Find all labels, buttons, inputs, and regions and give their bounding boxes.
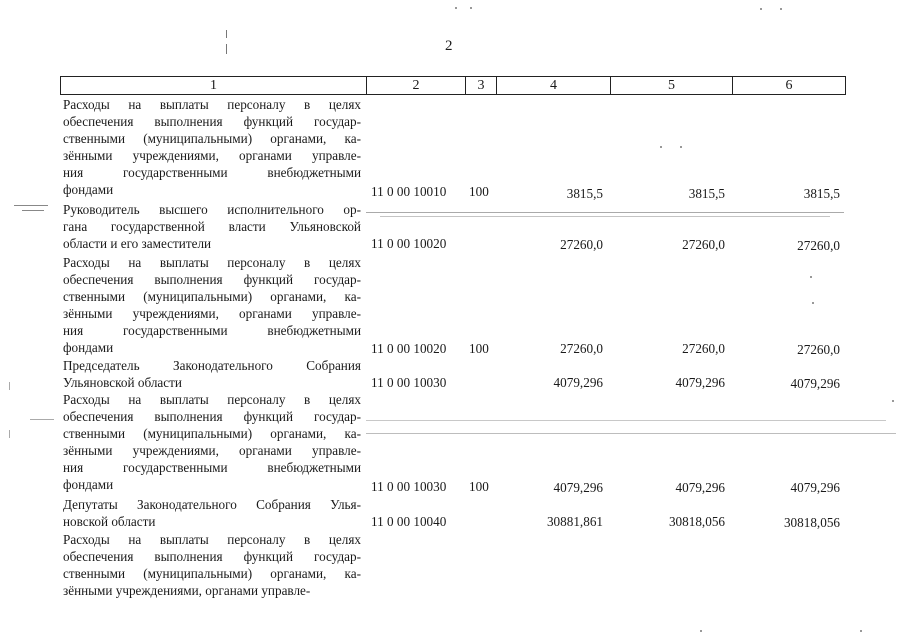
scan-mark (22, 210, 44, 211)
column-header: 2 (366, 77, 465, 94)
row-code: 11 0 00 10010 (371, 184, 447, 199)
description-line: ственными (муниципальными) органами, ка- (63, 426, 361, 441)
scan-dot (700, 630, 702, 632)
table-header (60, 76, 846, 95)
row-code: 11 0 00 10020 (371, 341, 447, 356)
scan-mark (366, 433, 896, 434)
row-vr: 100 (469, 479, 489, 494)
description-line: области и его заместители (63, 236, 212, 251)
scan-dot (760, 8, 762, 10)
scan-mark (9, 430, 10, 438)
scan-mark (226, 30, 227, 38)
row-value-6: 3815,5 (803, 186, 840, 201)
scan-dot (860, 630, 862, 632)
row-code: 11 0 00 10030 (371, 479, 447, 494)
description-line: Депутаты Законодательного Собрания Улья- (63, 497, 361, 512)
description-line: Расходы на выплаты персоналу в целях (63, 532, 361, 547)
row-value-6: 4079,296 (790, 376, 840, 391)
row-value-4: 3815,5 (566, 186, 603, 201)
description-line: ственными (муниципальными) органами, ка- (63, 131, 361, 146)
page-number: 2 (445, 38, 453, 54)
description-line: ния государственными внебюджетными (63, 323, 361, 338)
description-line: зёнными учреждениями, органами управле- (63, 583, 311, 598)
row-vr: 100 (469, 341, 489, 356)
description-line: Руководитель высшего исполнительного ор- (63, 202, 361, 217)
row-description (63, 496, 361, 530)
description-line: фондами (63, 477, 114, 492)
description-line: ния государственными внебюджетными (63, 460, 361, 475)
row-value-6: 30818,056 (783, 515, 840, 530)
row-value-5: 30818,056 (668, 514, 725, 529)
scan-mark (366, 420, 886, 421)
description-line: Расходы на выплаты персоналу в целях (63, 392, 361, 407)
description-line: Расходы на выплаты персоналу в целях (63, 97, 361, 112)
scan-mark (30, 419, 54, 420)
scan-dot (892, 400, 894, 402)
row-description (63, 391, 361, 493)
scan-dot (455, 7, 457, 9)
column-header: 5 (610, 77, 732, 94)
description-line: обеспечения выполнения функций государ- (63, 114, 361, 129)
scan-dot (660, 146, 662, 148)
scan-dot (470, 7, 472, 9)
description-line: обеспечения выполнения функций государ- (63, 549, 361, 564)
row-value-5: 4079,296 (675, 375, 725, 390)
row-code: 11 0 00 10020 (371, 236, 447, 251)
row-value-5: 4079,296 (675, 480, 725, 495)
row-value-5: 27260,0 (682, 341, 725, 356)
row-description (63, 201, 361, 252)
description-line: фондами (63, 182, 114, 197)
row-value-5: 27260,0 (682, 237, 725, 252)
scan-mark (9, 382, 10, 390)
scan-dot (780, 8, 782, 10)
scan-dot (810, 276, 812, 278)
row-value-4: 4079,296 (553, 375, 603, 390)
row-description (63, 531, 361, 599)
row-value-6: 4079,296 (790, 480, 840, 495)
row-vr: 100 (469, 184, 489, 199)
row-value-4: 30881,861 (546, 514, 603, 529)
row-value-6: 27260,0 (797, 342, 840, 357)
scan-dot (680, 146, 682, 148)
description-line: зёнными учреждениями, органами управле- (63, 443, 361, 458)
description-line: Расходы на выплаты персоналу в целях (63, 255, 361, 270)
description-line: Председатель Законодательного Собрания (63, 358, 361, 373)
row-value-6: 27260,0 (797, 238, 840, 253)
column-header: 1 (210, 78, 217, 93)
row-code: 11 0 00 10040 (371, 514, 447, 529)
row-description (63, 254, 361, 356)
row-value-4: 27260,0 (560, 341, 603, 356)
description-line: фондами (63, 340, 114, 355)
scan-mark (380, 216, 830, 217)
column-header: 6 (732, 77, 845, 94)
description-line: ственными (муниципальными) органами, ка- (63, 566, 361, 581)
row-value-4: 27260,0 (560, 237, 603, 252)
row-value-4: 4079,296 (553, 480, 603, 495)
column-header: 4 (496, 77, 610, 94)
row-description (63, 96, 361, 198)
scan-mark (366, 212, 844, 213)
description-line: Ульяновской области (63, 375, 182, 390)
scan-dot (812, 302, 814, 304)
description-line: зёнными учреждениями, органами управле- (63, 306, 361, 321)
description-line: новской области (63, 514, 156, 529)
description-line: ния государственными внебюджетными (63, 165, 361, 180)
row-value-5: 3815,5 (688, 186, 725, 201)
column-header: 3 (465, 77, 496, 94)
row-description (63, 357, 361, 391)
row-code: 11 0 00 10030 (371, 375, 447, 390)
description-line: ственными (муниципальными) органами, ка- (63, 289, 361, 304)
description-line: обеспечения выполнения функций государ- (63, 272, 361, 287)
scan-mark (14, 205, 48, 206)
description-line: обеспечения выполнения функций государ- (63, 409, 361, 424)
description-line: зёнными учреждениями, органами управле- (63, 148, 361, 163)
description-line: гана государственной власти Ульяновской (63, 219, 361, 234)
scan-mark (226, 44, 227, 54)
